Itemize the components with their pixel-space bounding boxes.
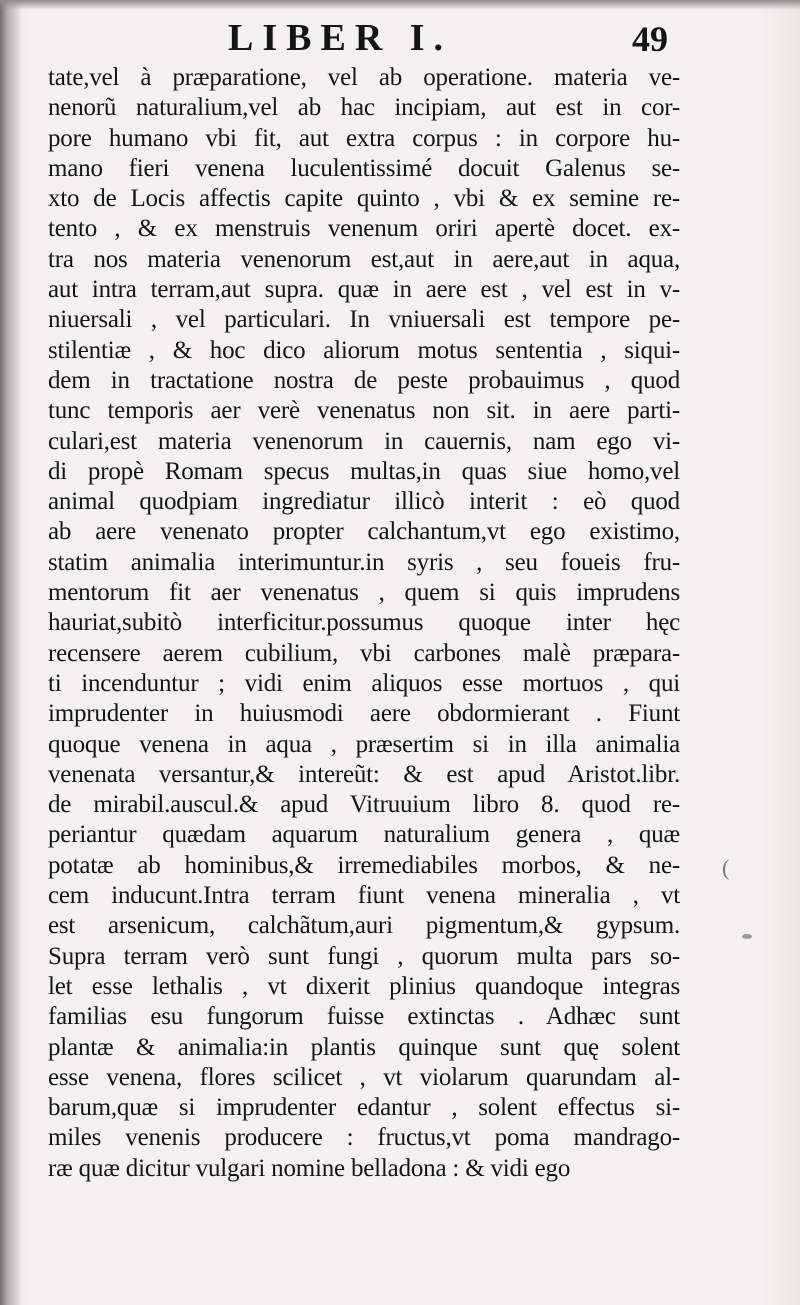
text-line: venenata versantur,& intereũt: & est apud Aristot.libr.: [48, 760, 680, 788]
margin-blot: [742, 934, 752, 939]
text-line: let esse lethalis , vt dixerit plinius quandoque integras: [48, 972, 680, 1000]
running-title: LIBER I.: [228, 17, 453, 59]
text-line: est arsenicum, calchãtum,auri pigmentum,& gypsum.: [48, 912, 680, 940]
text-line: mano fieri venena luculentissimé docuit Galenus se-: [48, 154, 680, 182]
text-line: aut intra terram,aut supra. quæ in aere est , vel est in v-: [48, 276, 680, 304]
text-line: imprudenter in huiusmodi aere obdormierant . Fiunt: [48, 700, 680, 728]
body-text: [48, 63, 680, 1184]
text-line: statim animalia interimuntur.in syris , seu foueis fru-: [48, 548, 680, 576]
text-line: tate,vel à præparatione, vel ab operatione. materia ve-: [48, 64, 680, 91]
text-line: periantur quædam aquarum naturalium genera , quæ: [48, 821, 680, 849]
text-line: familias esu fungorum fuisse extinctas . Adhæc sunt: [48, 1003, 680, 1031]
text-line: barum,quæ si imprudenter edantur , solent effectus si-: [48, 1094, 680, 1122]
text-line: plantæ & animalia:in plantis quinque sunt quę solent: [48, 1033, 680, 1061]
margin-mark: (: [722, 855, 730, 880]
text-line: nenorũ naturalium,vel ab hac incipiam, aut est in cor-: [48, 94, 680, 122]
gutter-shadow: [0, 0, 22, 1305]
text-line: esse venena, flores scilicet , vt violarum quarundam al-: [48, 1063, 680, 1091]
text-line: ræ quæ dicitur vulgari nomine belladona : & vidi ego: [48, 1154, 571, 1182]
text-line: tento , & ex menstruis venenum oriri apertè docet. ex-: [48, 215, 680, 243]
text-line: stilentiæ , & hoc dico aliorum motus sententia , siqui-: [48, 336, 680, 364]
page-number: 49: [632, 19, 668, 59]
page-header: [0, 12, 800, 60]
text-line: dem in tractatione nostra de peste probauimus , quod: [48, 366, 680, 394]
top-edge-shadow: [0, 0, 800, 10]
text-line: potatæ ab hominibus,& irremediabiles morbos, & ne-: [48, 851, 680, 879]
text-line: quoque venena in aqua , præsertim si in illa animalia: [48, 730, 680, 758]
text-line: recensere aerem cubilium, vbi carbones malè præpara-: [48, 639, 680, 667]
text-line: culari,est materia venenorum in cauernis, nam ego vi-: [48, 427, 680, 455]
text-line: tunc temporis aer verè venenatus non sit. in aere parti-: [48, 397, 680, 425]
text-line: tra nos materia venenorum est,aut in aere,aut in aqua,: [48, 245, 680, 273]
text-line: cem inducunt.Intra terram fiunt venena mineralia , vt: [48, 882, 680, 910]
text-line: xto de Locis affectis capite quinto , vbi & ex semine re-: [48, 185, 680, 213]
text-line: niuersali , vel particulari. In vniuersali est tempore pe-: [48, 306, 680, 334]
text-line: ti incenduntur ; vidi enim aliquos esse mortuos , qui: [48, 669, 680, 697]
text-line: de mirabil.auscul.& apud Vitruuium libro 8. quod re-: [48, 791, 680, 819]
text-line: hauriat,subitò interficitur.possumus quoque inter hęc: [48, 609, 680, 637]
text-line: pore humano vbi fit, aut extra corpus : in corpore hu-: [48, 124, 680, 152]
text-line: di propè Romam specus multas,in quas siue homo,vel: [48, 457, 680, 485]
text-line: ab aere venenato propter calchantum,vt ego existimo,: [48, 518, 680, 546]
text-line: mentorum fit aer venenatus , quem si quis imprudens: [48, 579, 680, 607]
text-line: miles venenis producere : fructus,vt poma mandrago-: [48, 1124, 680, 1152]
text-line: Supra terram verò sunt fungi , quorum multa pars so-: [48, 942, 680, 970]
text-line: animal quodpiam ingrediatur illicò interit : eò quod: [48, 488, 680, 516]
